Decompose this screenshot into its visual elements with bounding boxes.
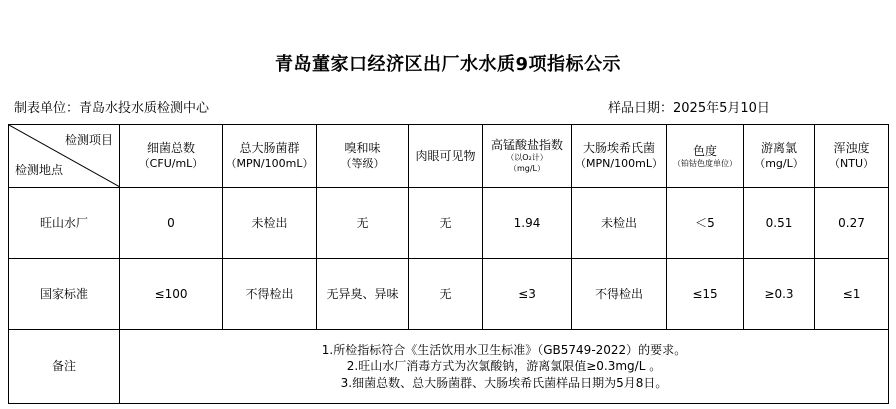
table-cell: 不得检出: [223, 259, 317, 330]
sample-date-label: 样品日期：2025年5月10日: [608, 101, 770, 116]
column-header: [667, 125, 744, 188]
corner-header-cell: [9, 125, 120, 188]
column-header: [317, 125, 409, 188]
column-header-unit: （MPN/100mL）: [575, 156, 663, 170]
column-header-name: 嗅和味: [344, 141, 381, 156]
column-header: [744, 125, 815, 188]
header-row: [9, 125, 889, 188]
page-title: 青岛董家口经济区出厂水水质9项指标公示: [274, 54, 622, 75]
column-header-name: 肉眼可见物: [415, 148, 476, 163]
row-label: 旺山水厂: [9, 188, 120, 259]
table-cell: 无: [317, 188, 409, 259]
column-header-unit: （mg/L）: [508, 164, 546, 174]
table-cell: 0.51: [744, 188, 815, 259]
column-header-unit: （mg/L）: [754, 156, 804, 170]
water-quality-table: [8, 124, 889, 404]
column-header-name: 总大肠菌群: [239, 141, 300, 156]
column-header-name: 浑浊度: [833, 141, 870, 156]
column-header: [572, 125, 667, 188]
table-cell: 无: [409, 188, 483, 259]
table-cell: 无异臭、异味: [317, 259, 409, 330]
table-cell: 未检出: [572, 188, 667, 259]
column-header: [483, 125, 572, 188]
table-cell: 未检出: [223, 188, 317, 259]
column-header-unit: （铂钴色度单位）: [673, 158, 737, 168]
column-header-unit: （以O₂计）: [506, 153, 548, 163]
table-cell: 不得检出: [572, 259, 667, 330]
column-header: [223, 125, 317, 188]
column-header-name: 色度: [692, 143, 717, 158]
corner-site-label: 检测地点: [15, 162, 64, 177]
remark-label: 备注: [9, 330, 120, 404]
column-header-name: 高锰酸盐指数: [490, 138, 563, 153]
remark-line: 2.旺山水厂消毒方式为次氯酸钠，游离氯限值≥0.3mg/L 。: [346, 359, 662, 374]
table-cell: 0: [120, 188, 223, 259]
column-header-unit: （等级）: [340, 156, 385, 170]
remark-row: [9, 330, 889, 404]
table-cell: ＜5: [667, 188, 744, 259]
column-header-unit: （NTU）: [829, 156, 874, 170]
table-cell: ≤3: [483, 259, 572, 330]
remark-line: 1.所检指标符合《生活饮用水卫生标准》（GB5749-2022）的要求。: [321, 343, 687, 358]
producer-label: 制表单位：青岛水投水质检测中心: [14, 101, 210, 116]
table-cell: ≥0.3: [744, 259, 815, 330]
table-cell: ≤100: [120, 259, 223, 330]
table-cell: ≤1: [815, 259, 889, 330]
column-header-name: 细菌总数: [146, 141, 195, 156]
table-row: [9, 259, 889, 330]
column-header-name: 大肠埃希氏菌: [582, 141, 655, 156]
column-header: [120, 125, 223, 188]
table-cell: 0.27: [815, 188, 889, 259]
table-cell: 无: [409, 259, 483, 330]
corner-item-label: 检测项目: [64, 133, 113, 147]
table-cell: ≤15: [667, 259, 744, 330]
table-row: [9, 188, 889, 259]
remark-notes: [120, 330, 889, 404]
column-header-name: 游离氯: [760, 141, 797, 156]
table-cell: 1.94: [483, 188, 572, 259]
row-label: 国家标准: [9, 259, 120, 330]
column-header: [815, 125, 889, 188]
column-header-unit: （MPN/100mL）: [225, 156, 314, 170]
column-header-unit: （CFU/mL）: [138, 156, 204, 170]
column-header: [409, 125, 483, 188]
remark-line: 3.细菌总数、总大肠菌群、大肠埃希氏菌样品日期为5月8日。: [340, 375, 668, 390]
